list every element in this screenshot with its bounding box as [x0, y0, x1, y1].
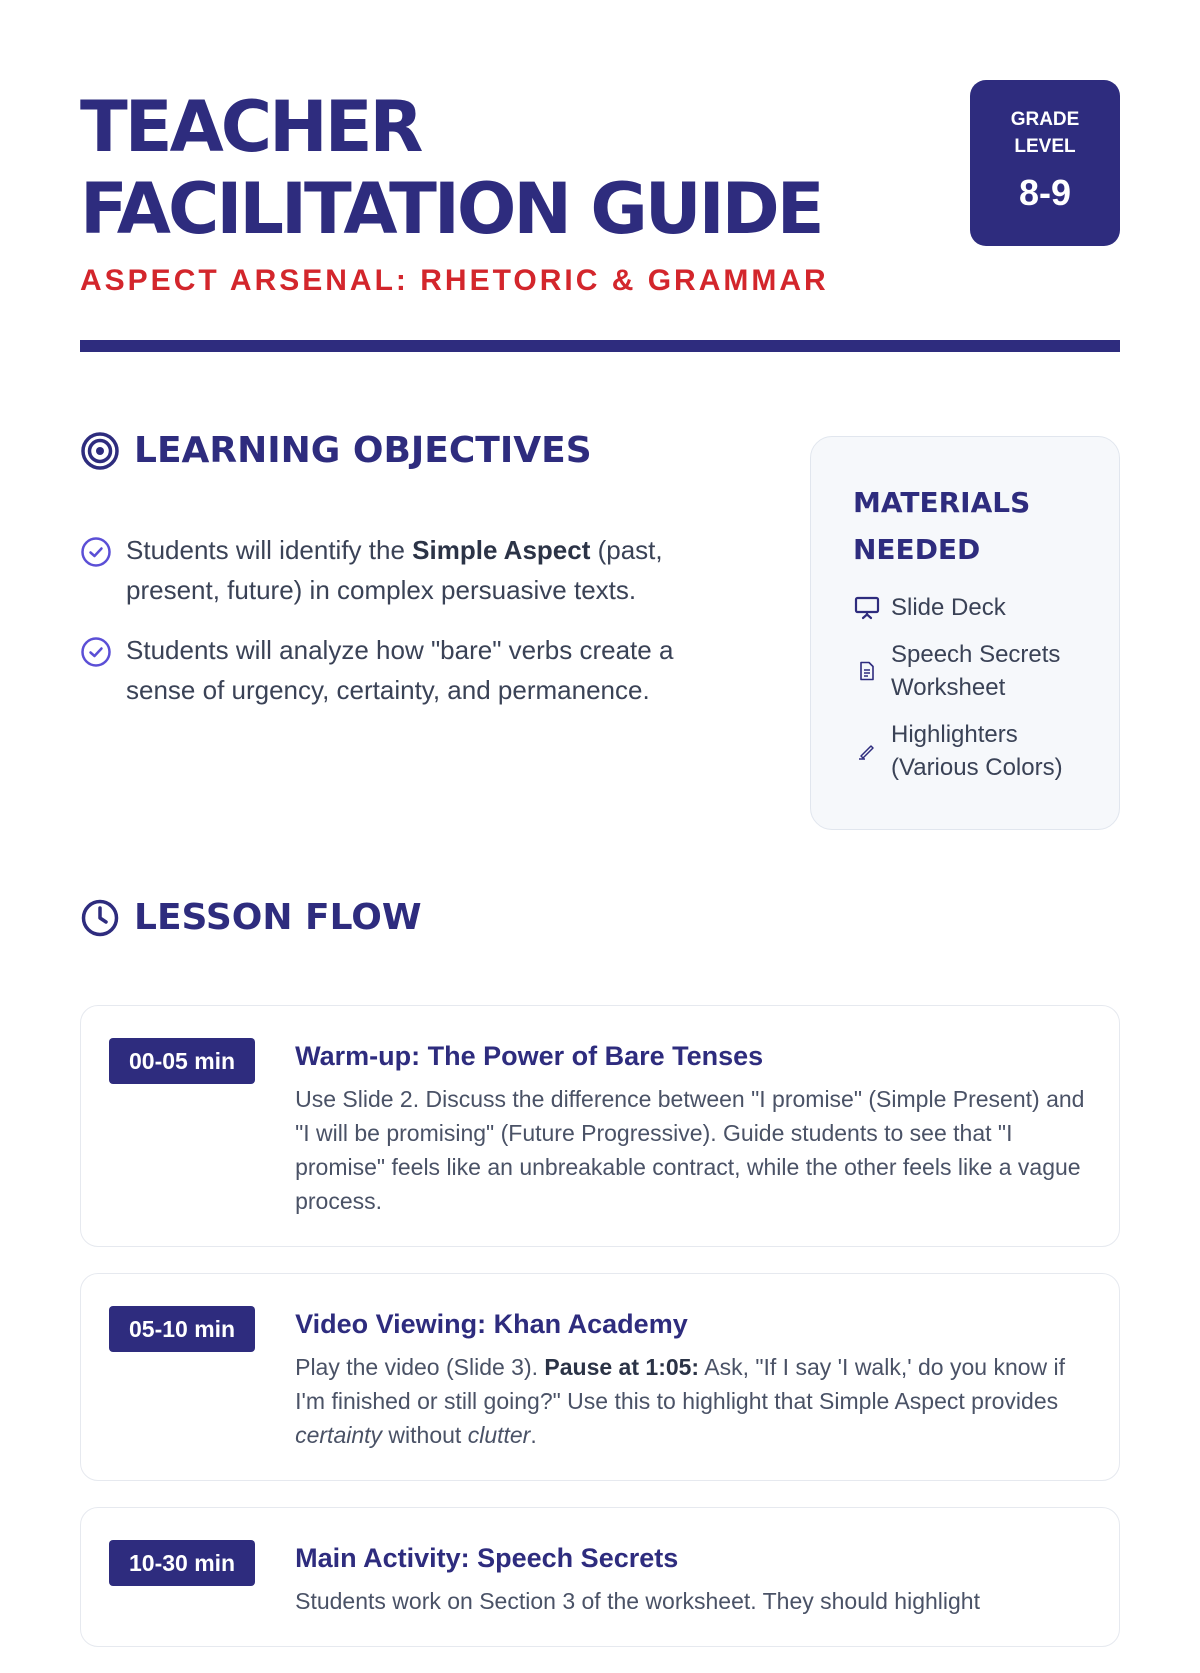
lesson-flow-list: [80, 1005, 1120, 1673]
check-circle-icon: [80, 536, 112, 568]
presentation-icon: [853, 594, 881, 622]
time-badge: 05-10 min: [109, 1306, 255, 1352]
section-heading-text: LESSON FLOW: [134, 897, 422, 938]
lesson-step-card: [80, 1005, 1120, 1247]
objective-item: [80, 630, 720, 710]
step-description: Play the video (Slide 3). Pause at 1:05: Ask, "If I say 'I walk,' do you know if I'm finished or still going?" Use this to highlight that Simple Aspect provides certainty without clutter.: [295, 1354, 1066, 1448]
material-item: [853, 591, 1083, 624]
document-icon: [853, 657, 881, 685]
clock-icon: [80, 898, 120, 938]
materials-list: [853, 591, 1083, 784]
learning-objectives-heading: [80, 430, 592, 471]
step-title: Main Activity: Speech Secrets: [295, 1543, 679, 1573]
step-description: Use Slide 2. Discuss the difference between "I promise" (Simple Present) and "I will be promising" (Future Progressive). Guide students to see that "I promise" feels like an unbreakable contract, while the other feels like a vague process.: [295, 1086, 1085, 1214]
objectives-list: [80, 530, 720, 730]
materials-heading: MATERIALS NEEDED: [853, 486, 1031, 566]
objective-text: Students will analyze how "bare" verbs create a sense of urgency, certainty, and permanence.: [126, 635, 674, 705]
objective-item: [80, 530, 720, 610]
time-badge: 10-30 min: [109, 1540, 255, 1586]
document-header: [80, 86, 1120, 298]
material-label: Highlighters (Various Colors): [891, 721, 1063, 781]
step-body: [295, 1302, 1087, 1452]
grade-value: 8-9: [1018, 172, 1072, 213]
step-title: Video Viewing: Khan Academy: [295, 1309, 688, 1339]
section-heading-text: LEARNING OBJECTIVES: [134, 430, 592, 471]
lesson-flow-heading: [80, 897, 422, 938]
grade-level-badge: [970, 80, 1120, 246]
step-title: Warm-up: The Power of Bare Tenses: [295, 1041, 764, 1071]
target-icon: [80, 431, 120, 471]
title-line-2: FACILITATION GUIDE: [80, 168, 822, 250]
grade-label: GRADE LEVEL: [1010, 109, 1080, 157]
step-description: Students work on Section 3 of the worksheet. They should highlight: [295, 1588, 980, 1614]
check-circle-icon: [80, 636, 112, 668]
step-body: [295, 1536, 980, 1618]
materials-panel: [810, 436, 1120, 830]
highlighter-icon: [853, 737, 881, 765]
material-item: [853, 718, 1083, 784]
lesson-step-card: [80, 1273, 1120, 1481]
page-subtitle: ASPECT ARSENAL: RHETORIC & GRAMMAR: [80, 264, 829, 297]
objective-emphasis: Simple Aspect: [412, 535, 591, 565]
step-body: [295, 1034, 1087, 1218]
material-label: Speech Secrets Worksheet: [891, 641, 1061, 701]
material-label: Slide Deck: [891, 594, 1006, 621]
step-emphasis: Pause at 1:05:: [544, 1354, 700, 1380]
material-item: [853, 638, 1083, 704]
header-divider: [80, 340, 1120, 352]
objective-text: Students will identify the Simple Aspect (past, present, future) in complex persuasive texts.: [126, 535, 663, 605]
lesson-step-card: [80, 1507, 1120, 1647]
page-title: [80, 86, 1120, 250]
time-badge: 00-05 min: [109, 1038, 255, 1084]
title-line-1: TEACHER: [80, 86, 421, 168]
